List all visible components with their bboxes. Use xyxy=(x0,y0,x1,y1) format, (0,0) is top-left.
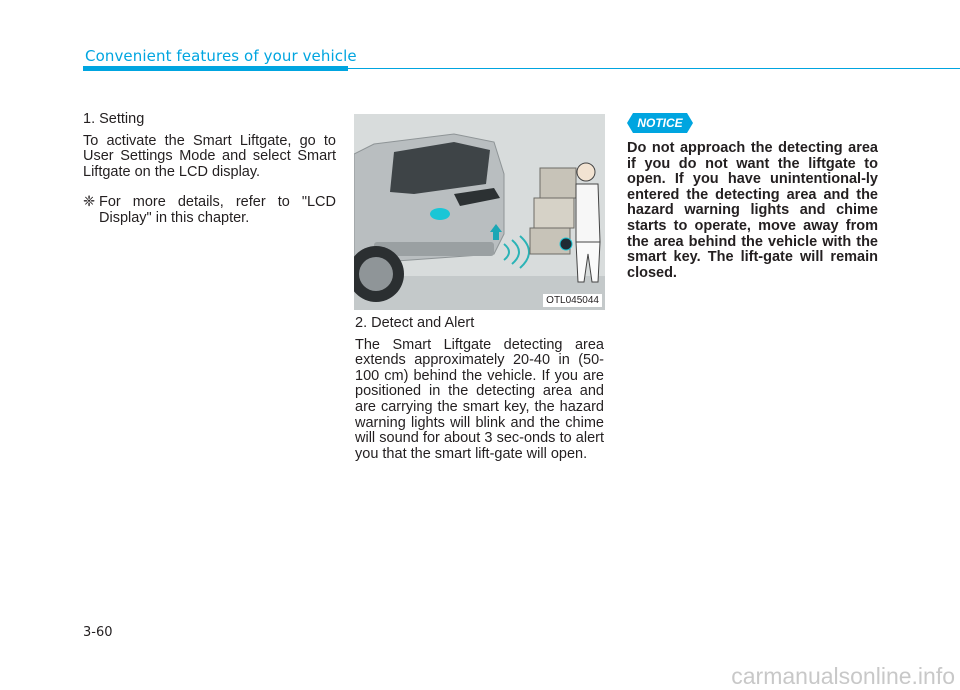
watermark: carmanualsonline.info xyxy=(731,663,955,689)
setting-note-text: For more details, refer to "LCD Display" in this chapter. xyxy=(99,194,336,226)
page-number: 3-60 xyxy=(83,625,113,640)
setting-heading: 1. Setting xyxy=(83,111,145,127)
note-symbol-icon: ❈ xyxy=(83,194,96,211)
detect-paragraph: The Smart Liftgate detecting area extends approximately 20-40 in (50-100 cm) behind the vehicle. If you are positioned in the detecting area and are carrying the smart key, the hazard warning lights will blink and the chime will sound for about 3 sec-onds to alert you that the smart lift-gate will open. xyxy=(355,336,604,462)
car-rear-with-person-illustration-icon xyxy=(354,114,605,310)
smart-liftgate-illustration xyxy=(354,114,605,310)
notice-badge xyxy=(627,113,693,133)
notice-label: NOTICE xyxy=(637,116,683,130)
notice-text xyxy=(627,141,878,281)
setting-paragraph: To activate the Smart Liftgate, go to User Settings Mode and select Smart Liftgate on the LCD display. xyxy=(83,132,336,180)
notice-paragraph: Do not approach the detecting area if you do not want the liftgate to open. If you have unintentional-ly entered the detecting area and the hazard warning lights and chime starts to operate, move away from the area behind the vehicle with the smart key. The lift-gate will remain closed. xyxy=(627,140,878,281)
page-header xyxy=(0,44,960,74)
figure-code: OTL045044 xyxy=(543,294,602,307)
column-detect-alert xyxy=(355,316,604,462)
header-rule xyxy=(348,68,960,69)
detect-heading: 2. Detect and Alert xyxy=(355,315,475,331)
setting-note xyxy=(83,195,336,226)
header-accent-bar xyxy=(83,66,348,71)
column-setting xyxy=(83,112,336,227)
section-title: Convenient features of your vehicle xyxy=(85,47,357,65)
